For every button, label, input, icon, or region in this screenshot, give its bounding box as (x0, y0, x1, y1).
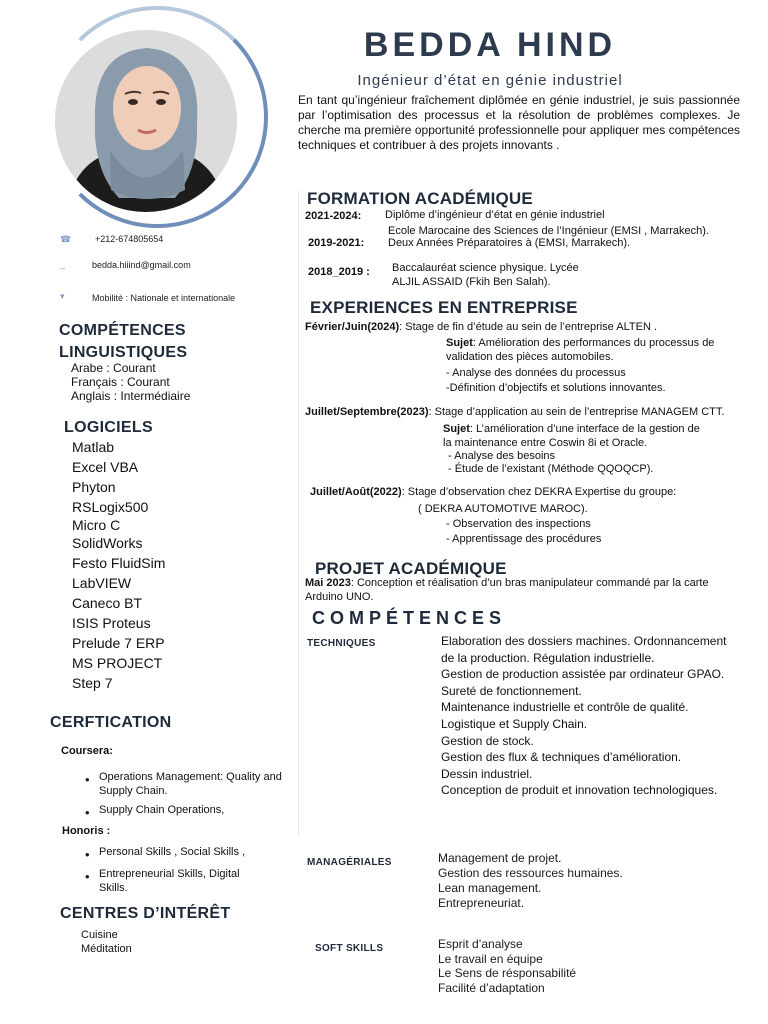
skill-item: Gestion des flux & techniques d’amélioration. (441, 750, 682, 765)
education-school: Ecole Marocaine des Sciences de l’Ingénieur (EMSI , Marrakech). (388, 225, 709, 237)
experience-heading: EXPERIENCES EN ENTREPRISE (310, 298, 578, 317)
project-date: Mai 2023 (305, 577, 351, 589)
job-period: Juillet/Août(2022) (310, 486, 402, 498)
skill-item: Esprit d’analyse (438, 937, 523, 951)
skill-item: Gestion des ressources humaines. (438, 866, 623, 880)
certification-item: Personal Skills , Social Skills , (99, 846, 246, 858)
techniques-list (441, 633, 727, 799)
software-heading: LOGICIELS (64, 419, 153, 436)
certification-item: Entrepreneurial Skills, Digital Skills. (99, 868, 240, 894)
job-subject (446, 336, 741, 364)
skill-item: Maintenance industrielle et contrôle de qualité. (441, 700, 689, 715)
software-item: Phyton (72, 479, 116, 495)
software-item: Excel VBA (72, 459, 139, 475)
subject-text: : L’amélioration d’une interface de la gestion de la maintenance entre Coswin 8i et Oracle. (443, 423, 700, 449)
bullet-icon: • (85, 772, 90, 787)
language-item: Arabe : Courant (71, 361, 156, 375)
language-item: Anglais : Intermédiaire (71, 389, 191, 403)
managerial-list (438, 851, 623, 911)
interests-heading: CENTRES D’INTÉRÊT (60, 905, 231, 922)
software-item: Matlab (72, 439, 115, 455)
profile-photo-illustration (55, 30, 237, 212)
software-item: ISIS Proteus (72, 615, 151, 631)
honoris-label: Honoris : (62, 825, 111, 837)
email-address: bedda.hiiind@gmail.com (92, 260, 191, 270)
job-period: Février/Juin(2024) (305, 321, 400, 333)
coursera-label: Coursera: (61, 745, 113, 757)
column-divider (298, 190, 299, 835)
job-task: -Définition d’objectifs et solutions innovantes. (446, 382, 666, 394)
subject-label: Sujet (446, 337, 473, 349)
soft-skills-list (438, 937, 576, 995)
certification-item: Operations Management: Quality and Supply Chain. (99, 771, 282, 797)
skill-item: Le travail en équipe (438, 951, 543, 966)
job-task: - Analyse des données du processus (446, 367, 626, 379)
soft-skills-label: SOFT SKILLS (315, 943, 384, 954)
education-degree: Deux Années Préparatoires à (EMSI, Marrakech). (388, 237, 631, 249)
certification-item: Supply Chain Operations, (99, 804, 225, 816)
job-description: : Stage d’application au sein de l’entreprise MANAGEM CTT. (428, 406, 725, 418)
candidate-name: BEDDA HIND (363, 26, 617, 64)
software-item: Prelude 7 ERP (72, 635, 165, 651)
job-header (305, 405, 750, 419)
job-header (305, 320, 745, 334)
software-item: SolidWorks (72, 535, 143, 551)
education-period: 2021-2024: (305, 210, 362, 222)
job-task: - Observation des inspections (446, 518, 591, 530)
software-item: RSLogix500 (72, 499, 149, 515)
languages-heading (59, 320, 187, 364)
subject-text: : Amélioration des performances du processus de validation des pièces automobiles. (446, 337, 715, 363)
education-period: 2019-2021: (308, 237, 365, 249)
interest-item: Méditation (81, 943, 132, 955)
software-item: Micro C (72, 517, 121, 533)
software-item: LabVIEW (72, 575, 132, 591)
skill-item: Entrepreneuriat. (438, 896, 525, 910)
job-company: ( DEKRA AUTOMOTIVE MAROC). (418, 503, 588, 515)
skill-item: Conception de produit et innovation technologiques. (441, 783, 718, 798)
languages-heading-line2: LINGUISTIQUES (59, 344, 188, 361)
software-list (72, 437, 165, 693)
skill-item: Facilité d’adaptation (438, 980, 545, 995)
job-period: Juillet/Septembre(2023) (305, 406, 429, 418)
education-period: 2018_2019 : (308, 266, 370, 278)
managerial-label: MANAGÉRIALES (307, 857, 392, 868)
interest-item: Cuisine (81, 929, 118, 941)
job-description: : Stage de fin d’étude au sein de l’entreprise ALTEN . (399, 321, 658, 333)
phone-icon: ☎ (60, 234, 72, 244)
education-school: ALJIL ASSAID (Fkih Ben Salah). (392, 276, 551, 288)
languages-heading-line1: COMPÉTENCES (59, 322, 186, 339)
skill-item: Management de projet. (438, 851, 562, 865)
bullet-icon: • (85, 847, 90, 862)
project-description (305, 576, 745, 604)
bullet-icon: • (85, 869, 90, 884)
competences-heading: COMPÉTENCES (312, 608, 507, 628)
skill-item: Lean management. (438, 881, 542, 895)
techniques-label: TECHNIQUES (307, 638, 376, 649)
email-icon: – (60, 263, 66, 273)
skill-item: Sureté de fonctionnement. (441, 683, 582, 698)
software-item: Step 7 (72, 675, 113, 691)
job-description: : Stage d’observation chez DEKRA Expertise du groupe: (401, 486, 677, 498)
skill-item: Gestion de stock. (441, 733, 534, 748)
software-item: MS PROJECT (72, 655, 163, 671)
skill-item: Dessin industriel. (441, 766, 533, 781)
job-task: - Analyse des besoins (448, 450, 556, 462)
skill-item: de la production. Régulation industrielle. (441, 650, 655, 665)
subject-label: Sujet (443, 423, 470, 435)
project-text: : Conception et réalisation d’un bras manipulateur commandé par la carte Arduino UNO. (305, 577, 709, 603)
location-icon: ▾ (60, 291, 65, 301)
bullet-icon: • (85, 805, 90, 820)
software-item: Caneco BT (72, 595, 143, 611)
profile-photo (55, 30, 237, 212)
job-header (310, 485, 740, 499)
skill-item: Le Sens de résponsabilité (438, 966, 577, 980)
education-heading: FORMATION ACADÉMIQUE (307, 189, 533, 208)
profile-summary: En tant qu’ingénieur fraîchement diplômée en génie industriel, je suis passionnée par l’optimisation des processus et la résolution de problèmes complexes. Je cherche ma première opportunité professionnelle pour appliquer mes compétences techniques et contribuer à des projets innovants . (298, 93, 740, 152)
language-item: Français : Courant (71, 375, 170, 389)
mobility-text: Mobilité : Nationale et internationale (92, 293, 236, 303)
job-task: - Apprentissage des procédures (446, 533, 602, 545)
software-item: Festo FluidSim (72, 555, 166, 571)
skill-item: Gestion de production assistée par ordinateur GPAO. (441, 667, 725, 682)
phone-number: +212-674805654 (95, 234, 164, 244)
job-subject (443, 422, 708, 450)
job-title: Ingénieur d’état en génie industriel (357, 72, 623, 89)
languages-list (71, 361, 190, 403)
interests-list (81, 928, 132, 956)
skill-item: Logistique et Supply Chain. (441, 716, 588, 731)
certification-heading: CERFTICATION (50, 714, 172, 731)
education-degree: Diplôme d’ingénieur d’état en génie industriel (385, 209, 605, 221)
skill-item: Elaboration des dossiers machines. Ordonnancement (441, 634, 727, 648)
education-degree: Baccalauréat science physique. Lycée (392, 262, 579, 274)
job-task: - Étude de l’existant (Méthode QQOQCP). (448, 463, 654, 475)
project-heading: PROJET ACADÉMIQUE (315, 559, 507, 578)
